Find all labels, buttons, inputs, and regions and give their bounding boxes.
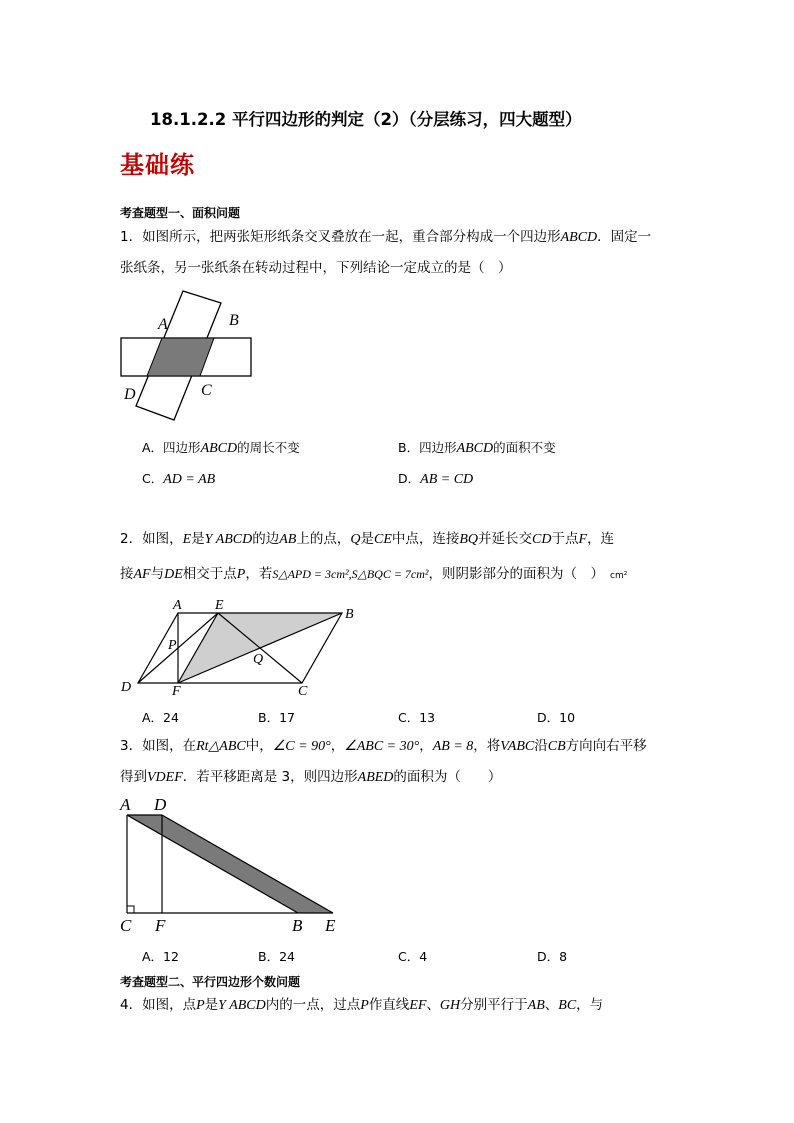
q1-option-a[interactable] <box>142 438 300 457</box>
q1-opt-a-math: ABCD <box>200 441 238 456</box>
q2-label-q: Q <box>253 652 264 667</box>
q2-option-d[interactable]: D．10 <box>537 710 576 725</box>
q3-ab8: AB = 8 <box>432 739 474 754</box>
shaded-parallelogram-abed <box>127 815 333 913</box>
q2-option-a[interactable]: A．24 <box>142 710 179 725</box>
q1-line1 <box>120 231 651 245</box>
q3-abed: ABED <box>357 770 394 785</box>
q2-t6: 中点，连接 <box>391 531 460 547</box>
q2-t5: 是 <box>360 531 374 547</box>
q1-label-b: B <box>229 312 239 329</box>
overlap-parallelogram <box>147 338 214 376</box>
q3-t4: 沿 <box>534 738 548 754</box>
q4-para: Y ABCD <box>218 998 266 1013</box>
q3-option-c[interactable]: C．4 <box>398 949 428 964</box>
q1-line2: 张纸条，另一张纸条在转动过程中，下列结论一定成立的是（ ） <box>120 260 512 276</box>
q1-option-b[interactable] <box>398 438 556 457</box>
q3-option-d[interactable]: D．8 <box>537 949 568 964</box>
q2-ab: AB <box>279 532 297 547</box>
q2-t8: 于点 <box>551 531 579 547</box>
q2-t4: 上的点， <box>296 531 351 547</box>
q2-e: E <box>182 532 192 547</box>
q3-t1: 3．如图，在 <box>120 738 197 754</box>
level-heading: 基础练 <box>120 150 195 179</box>
q2-t2: 是 <box>191 531 205 547</box>
q2-label-f: F <box>172 684 181 699</box>
q2-label-b: B <box>345 607 354 622</box>
q3-tri: VABC <box>500 739 535 754</box>
q4-ef: EF <box>409 998 427 1013</box>
segment-ab <box>127 815 298 913</box>
q2-label-a: A <box>173 598 182 613</box>
q1-opt-d-pre: D． <box>398 471 421 486</box>
q2-label-d: D <box>121 680 132 695</box>
q3-label-c: C <box>120 916 132 935</box>
q2-label-c: C <box>298 684 308 699</box>
q3-line1 <box>120 740 647 754</box>
q3-cb: CB <box>547 739 566 754</box>
q4-p: P <box>196 998 205 1013</box>
q2-cond1: S△APD = 3cm² <box>272 567 349 581</box>
q3-abc30: ∠ABC = 30° <box>344 739 420 754</box>
q3-t5: 方向向右平移 <box>565 738 647 754</box>
q1-label-a: A <box>158 316 168 333</box>
q3-figure <box>118 795 348 935</box>
q2-u3: 相交于点 <box>182 566 237 582</box>
q3-sep2: ， <box>419 738 433 754</box>
q4-t1: 4．如图，点 <box>120 997 197 1013</box>
q2-unit: cm² <box>610 571 628 581</box>
q2-u5: ，则阴影部分的面积为（ ） <box>428 566 605 582</box>
q2-u2: 与 <box>150 566 165 582</box>
q3-u3: 的面积为（ ） <box>393 769 502 785</box>
right-angle-mark <box>127 906 134 913</box>
segment-de-3 <box>162 815 333 913</box>
q2-de: DE <box>164 567 183 582</box>
q2-line1 <box>120 533 614 547</box>
q1-opt-d-math: AB = CD <box>420 472 474 487</box>
q2-t1: 2．如图， <box>120 531 183 547</box>
q3-sep1: ， <box>330 738 345 754</box>
q4-sep2: 、 <box>544 997 559 1013</box>
q3-label-b: B <box>292 916 303 935</box>
q2-cd: CD <box>532 532 552 547</box>
q3-label-a: A <box>120 795 131 814</box>
q4-t2: 是 <box>204 997 219 1013</box>
q2-f: F <box>578 532 588 547</box>
q3-option-b[interactable]: B．24 <box>258 949 295 964</box>
q4-t6: ，与 <box>576 997 604 1013</box>
q2-t9: ，连 <box>587 531 615 547</box>
q4-ab: AB <box>527 998 545 1013</box>
q2-ce: CE <box>373 532 392 547</box>
q1-abcd: ABCD <box>560 230 598 245</box>
q1-figure <box>118 288 258 413</box>
q2-option-b[interactable]: B．17 <box>258 710 295 725</box>
q4-p2: P <box>360 998 369 1013</box>
q2-u4: ，若 <box>245 566 273 582</box>
q4-gh: GH <box>439 998 461 1013</box>
q3-line2 <box>120 771 501 785</box>
q2-option-c[interactable]: C．13 <box>398 710 436 725</box>
q3-option-a[interactable]: A．12 <box>142 949 179 964</box>
q4-bc: BC <box>558 998 577 1013</box>
q3-label-e: E <box>325 916 336 935</box>
q2-cond2: S△BQC = 7cm² <box>351 567 429 581</box>
q1-opt-a-pre: A．四边形 <box>142 440 201 455</box>
q1-label-d: D <box>124 386 136 403</box>
q2-q: Q <box>350 532 361 547</box>
q1-opt-b-post: 的面积不变 <box>493 440 556 455</box>
q3-t2: 中， <box>245 738 273 754</box>
q2-para: Y ABCD <box>204 532 253 547</box>
q1-opt-a-post: 的周长不变 <box>237 440 300 455</box>
q3-label-f: F <box>155 916 166 935</box>
q3-u1: 得到 <box>120 769 147 785</box>
q1-option-d[interactable] <box>398 469 473 488</box>
section-heading-area: 考查题型一、面积问题 <box>120 206 241 220</box>
q1-opt-b-math: ABCD <box>456 441 494 456</box>
q2-af: AF <box>133 567 151 582</box>
q2-t7: 并延长交 <box>478 531 533 547</box>
q3-t3: ，将 <box>473 738 501 754</box>
q1-opt-c-pre: C． <box>142 471 164 486</box>
q1-opt-b-pre: B．四边形 <box>398 440 457 455</box>
q4-t3: 内的一点，过点 <box>265 997 361 1013</box>
q1-text-a: 1．如图所示，把两张矩形纸条交叉叠放在一起，重合部分构成一个四边形 <box>120 229 561 245</box>
q4-line1 <box>120 999 603 1013</box>
q1-option-c[interactable] <box>142 469 215 488</box>
q2-figure <box>118 597 368 697</box>
q2-bq: BQ <box>459 532 479 547</box>
q4-t4: 作直线 <box>368 997 410 1013</box>
q1-text-b: ．固定一 <box>597 229 652 245</box>
q2-u1: 接 <box>120 566 134 582</box>
q2-label-p: P <box>168 638 177 653</box>
q4-t5: 分别平行于 <box>460 997 528 1013</box>
q1-label-c: C <box>201 382 212 399</box>
page-title: 18.1.2.2 平行四边形的判定（2）（分层练习，四大题型） <box>150 110 582 129</box>
q2-p: P <box>236 567 246 582</box>
q3-label-d: D <box>154 795 167 814</box>
q2-comma: , <box>348 567 352 581</box>
q1-opt-c-math: AD = AB <box>163 472 216 487</box>
q3-def: VDEF <box>147 770 183 785</box>
q3-c90: ∠C = 90° <box>272 739 331 754</box>
q4-sep: 、 <box>426 997 440 1013</box>
q3-rt: Rt△ABC <box>196 739 246 754</box>
q2-line2 <box>120 568 627 582</box>
section-heading-count: 考查题型二、平行四边形个数问题 <box>120 975 301 989</box>
q3-u2: ．若平移距离是 3，则四边形 <box>182 769 358 785</box>
q2-t3: 的边 <box>252 531 280 547</box>
q2-label-e: E <box>215 598 224 613</box>
